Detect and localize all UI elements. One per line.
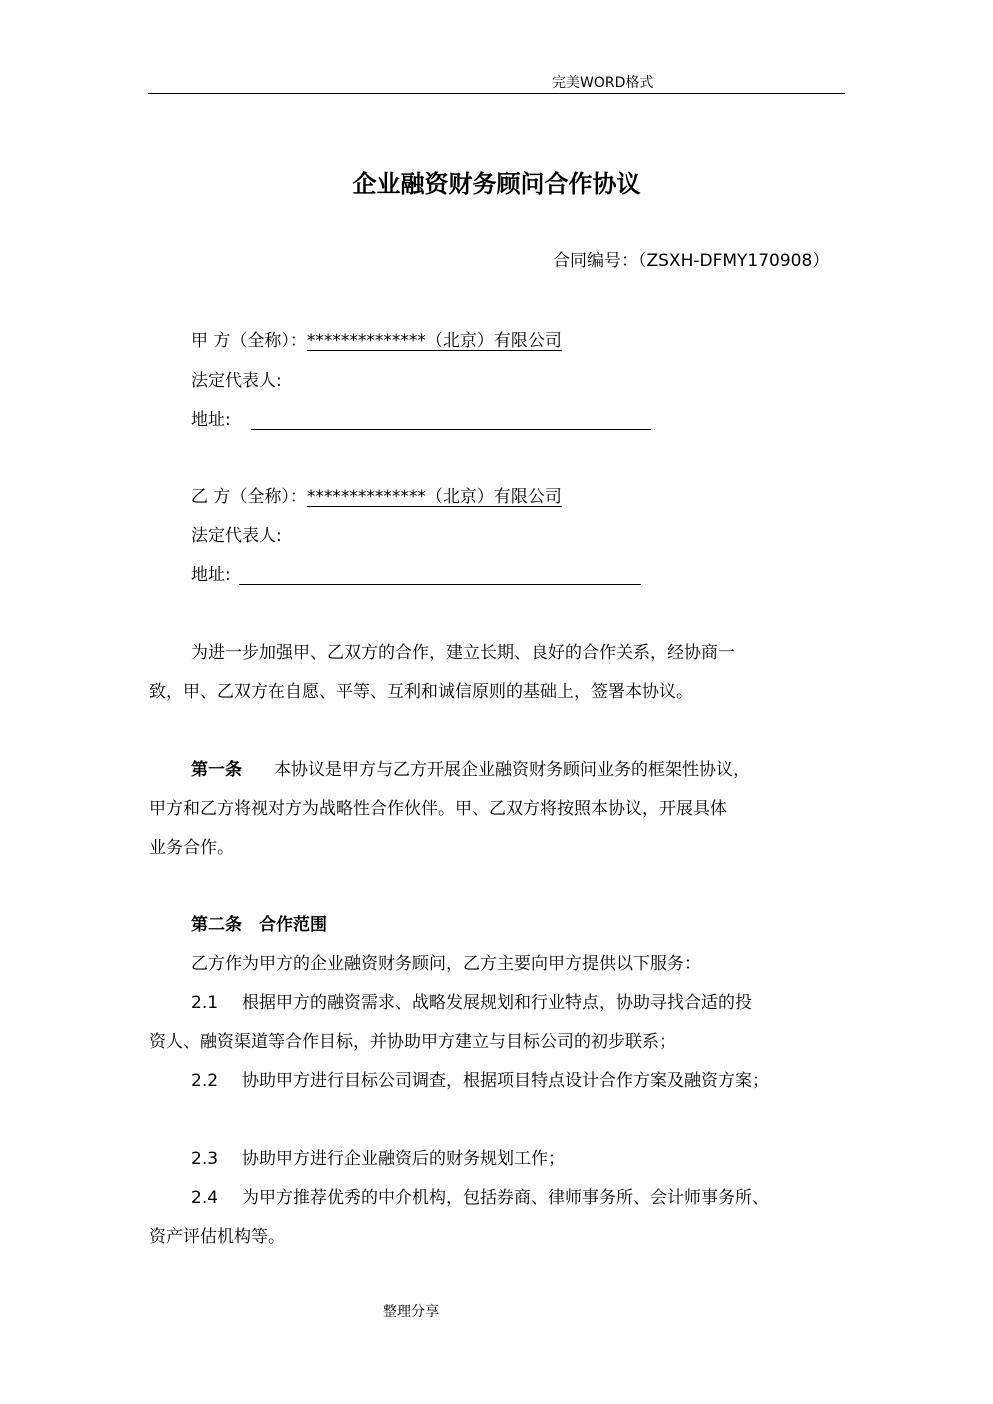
article-1-line-3: 业务合作。 <box>149 838 234 858</box>
preamble-line-2: 致，甲、乙双方在自愿、平等、互利和诚信原则的基础上，签署本协议。 <box>149 682 693 702</box>
item-2-3-num: 2.3 <box>191 1149 219 1169</box>
item-2-1-line-2: 资人、融资渠道等合作目标，并协助甲方建立与目标公司的初步联系； <box>149 1032 676 1052</box>
party-b-line <box>191 482 562 507</box>
party-a-line <box>191 326 562 351</box>
party-a-label: 甲 方（全称）： <box>191 331 307 351</box>
party-a-address-blank <box>251 409 651 430</box>
party-a-rep: 法定代表人: <box>191 371 282 391</box>
item-2-4-text: 为甲方推荐优秀的中介机构，包括券商、律师事务所、会计师事务所、 <box>242 1188 770 1208</box>
article-2-intro: 乙方作为甲方的企业融资财务顾问，乙方主要向甲方提供以下服务： <box>191 954 701 974</box>
party-a-address-label: 地址: <box>191 410 231 430</box>
page-header: 完美WORD格式 <box>552 75 654 91</box>
party-b-address <box>191 560 641 585</box>
item-2-1-num: 2.1 <box>191 993 219 1013</box>
party-a-address <box>191 405 651 430</box>
document-title: 企业融资财务顾问合作协议 <box>352 170 641 198</box>
item-2-2-text: 协助甲方进行目标公司调查，根据项目特点设计合作方案及融资方案； <box>242 1071 770 1091</box>
article-1-line-1 <box>191 755 750 780</box>
item-2-1-text: 根据甲方的融资需求、战略发展规划和行业特点，协助寻找合适的投 <box>242 993 753 1013</box>
item-2-3-text: 协助甲方进行企业融资后的财务规划工作； <box>242 1149 566 1169</box>
item-2-2-num: 2.2 <box>191 1071 219 1091</box>
party-b-name: **************（北京）有限公司 <box>306 487 562 507</box>
item-2-4-line-1 <box>191 1183 769 1208</box>
party-b-address-blank <box>239 564 641 585</box>
item-2-3-line-1 <box>191 1144 565 1169</box>
preamble-line-1: 为进一步加强甲、乙双方的合作，建立长期、良好的合作关系，经协商一 <box>191 643 735 663</box>
party-b-address-label: 地址: <box>191 565 231 585</box>
item-2-1-line-1 <box>191 988 752 1013</box>
item-2-4-num: 2.4 <box>191 1188 219 1208</box>
article-1-line-2: 甲方和乙方将视对方为战略性合作伙伴。甲、乙双方将按照本协议，开展具体 <box>149 799 727 819</box>
article-1-text: 本协议是甲方与乙方开展企业融资财务顾问业务的框架性协议， <box>274 760 750 780</box>
contract-number: 合同编号：（ZSXH-DFMY170908） <box>553 251 830 271</box>
item-2-2-line-1 <box>191 1066 769 1091</box>
item-2-4-line-2: 资产评估机构等。 <box>149 1227 285 1247</box>
header-rule <box>148 93 845 94</box>
article-1-heading: 第一条 <box>191 760 242 780</box>
page-footer: 整理分享 <box>383 1304 439 1320</box>
party-b-label: 乙 方（全称）： <box>191 487 307 507</box>
party-b-rep: 法定代表人: <box>191 526 282 546</box>
article-2-heading: 第二条 合作范围 <box>191 915 327 935</box>
party-a-name: **************（北京）有限公司 <box>306 331 562 351</box>
